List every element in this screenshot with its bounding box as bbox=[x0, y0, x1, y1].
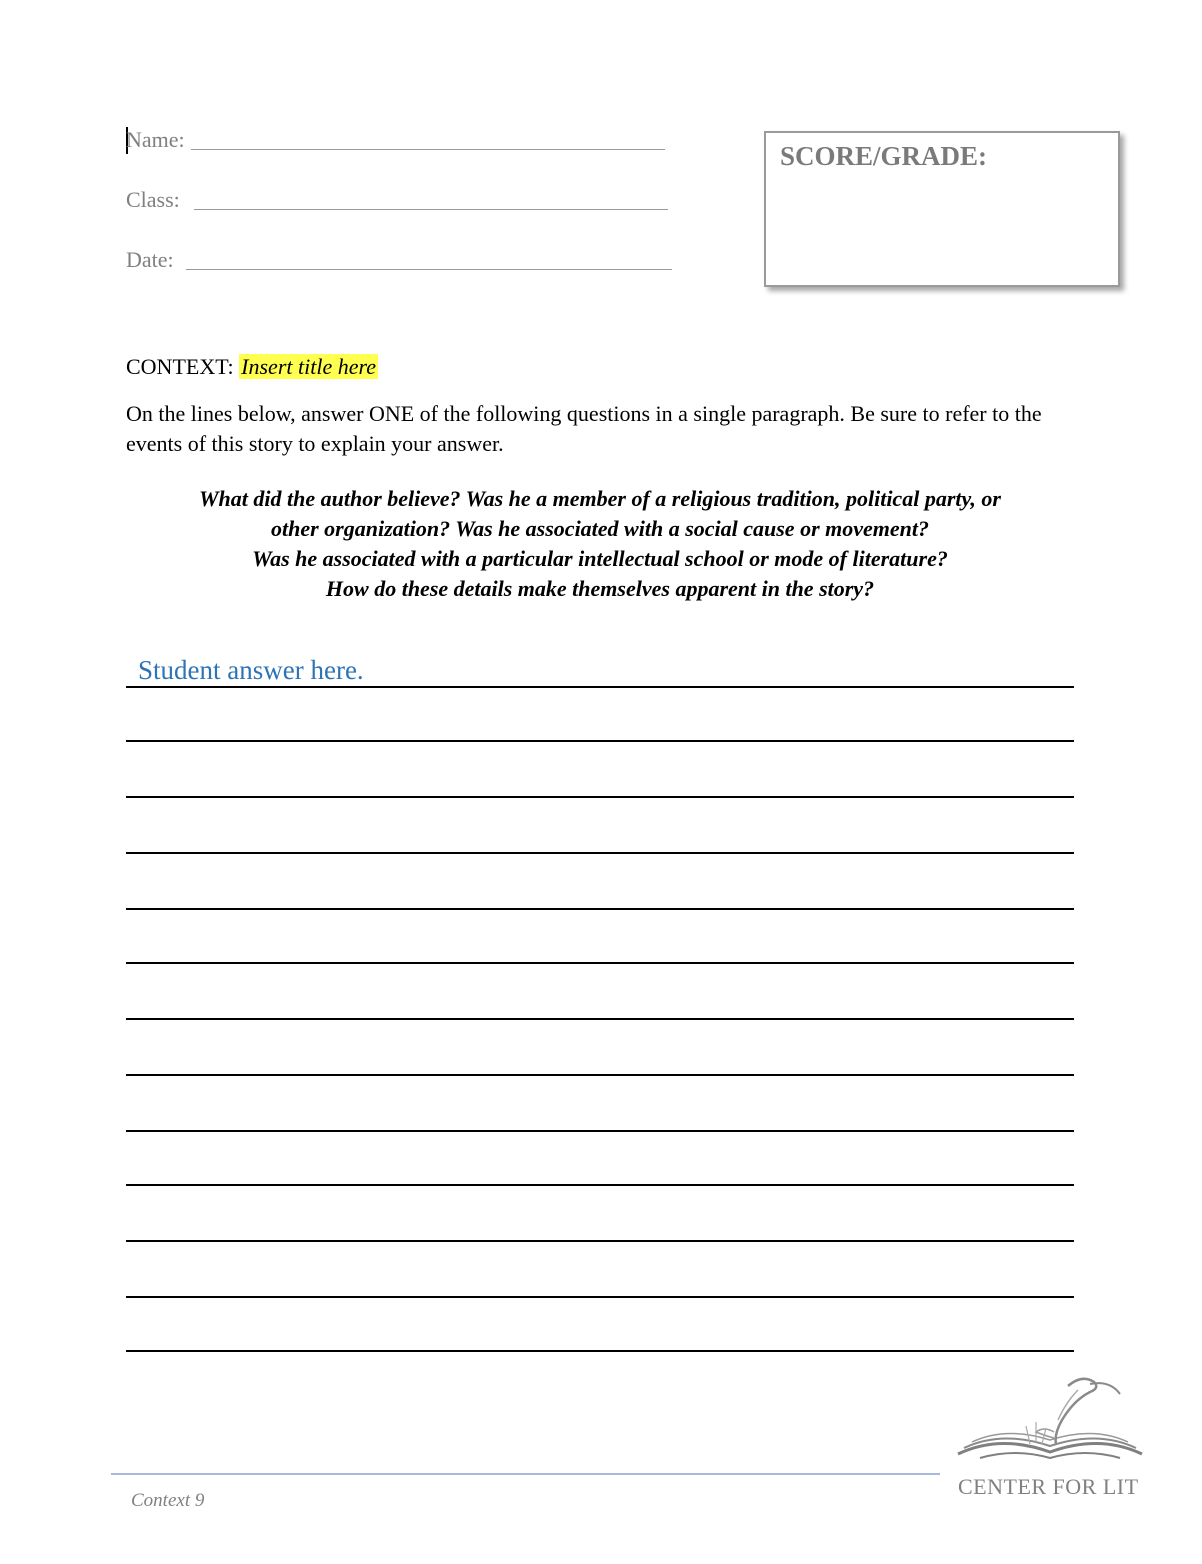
answer-line[interactable] bbox=[126, 740, 1074, 742]
question-line: How do these details make themselves apparent in the story? bbox=[325, 576, 875, 601]
answer-line[interactable] bbox=[126, 1130, 1074, 1132]
answer-line[interactable] bbox=[126, 686, 1074, 688]
date-blank-line[interactable] bbox=[186, 269, 672, 270]
class-blank-line[interactable] bbox=[194, 209, 668, 210]
answer-line[interactable] bbox=[126, 796, 1074, 798]
answer-line[interactable] bbox=[126, 1184, 1074, 1186]
instructions-paragraph: On the lines below, answer ONE of the following questions in a single paragraph. Be sure to refer to the events of this story to explain your answer. bbox=[126, 401, 1042, 456]
question-line: What did the author believe? Was he a member of a religious tradition, political party, or bbox=[198, 486, 1001, 511]
answer-line[interactable] bbox=[126, 908, 1074, 910]
class-label: Class: bbox=[126, 187, 180, 212]
class-field-row bbox=[126, 187, 668, 213]
footer-divider bbox=[111, 1473, 940, 1475]
answer-line[interactable] bbox=[126, 1350, 1074, 1352]
question-block bbox=[126, 484, 1074, 604]
score-grade-box bbox=[764, 131, 1120, 287]
answer-line[interactable] bbox=[126, 852, 1074, 854]
answer-line[interactable] bbox=[126, 1240, 1074, 1242]
question-line: Was he associated with a particular intellectual school or mode of literature? bbox=[252, 546, 948, 571]
date-field-row bbox=[126, 247, 672, 273]
answer-line[interactable] bbox=[126, 1296, 1074, 1298]
answer-line[interactable] bbox=[126, 1018, 1074, 1020]
context-line bbox=[126, 354, 378, 380]
name-label: Name: bbox=[126, 127, 185, 152]
date-label: Date: bbox=[126, 247, 174, 272]
answer-line[interactable] bbox=[126, 1074, 1074, 1076]
name-blank-line[interactable] bbox=[191, 149, 665, 150]
question-line: other organization? Was he associated with a social cause or movement? bbox=[270, 516, 929, 541]
footer-page-label: Context 9 bbox=[131, 1490, 205, 1511]
name-field-row bbox=[126, 127, 665, 153]
score-grade-label: SCORE/GRADE: bbox=[780, 141, 988, 171]
pelican-book-icon bbox=[950, 1372, 1150, 1477]
center-for-lit-logo bbox=[950, 1372, 1150, 1502]
logo-text: CENTER FOR LIT bbox=[958, 1474, 1139, 1499]
context-label: CONTEXT: bbox=[126, 354, 234, 379]
student-answer-text[interactable]: Student answer here. bbox=[138, 655, 364, 685]
context-title[interactable]: Insert title here bbox=[241, 354, 376, 379]
answer-line[interactable] bbox=[126, 962, 1074, 964]
